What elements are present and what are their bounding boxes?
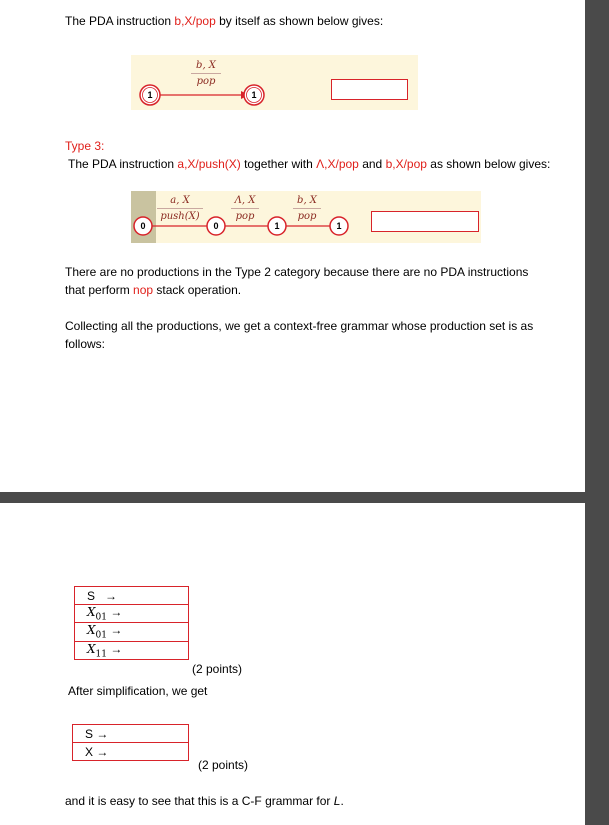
type3-text-1: The PDA instruction xyxy=(68,157,178,171)
state-label: 0 xyxy=(213,221,219,231)
table-row[interactable] xyxy=(73,743,189,761)
edge-divider xyxy=(191,73,221,74)
paragraph-collecting-line1: Collecting all the productions, we get a context-free grammar whose production set is as xyxy=(65,319,534,333)
after-simplification-text: After simplification, we get xyxy=(68,684,208,698)
para-text-end: stack operation. xyxy=(153,283,242,297)
edge-label-push xyxy=(157,195,203,222)
nonterminal-subscript: 01 xyxy=(95,630,107,641)
nonterminal: X xyxy=(87,623,96,638)
type3-description xyxy=(68,157,550,172)
points-label-2: (2 points) xyxy=(198,758,249,772)
nonterminal: X xyxy=(85,744,94,759)
answer-box-1[interactable] xyxy=(331,79,408,100)
nop-keyword: nop xyxy=(133,283,154,297)
productions-table xyxy=(74,586,189,660)
edge-input: Λ, X xyxy=(234,195,256,206)
type3-heading: Type 3: xyxy=(65,139,105,153)
para-text: that perform xyxy=(65,283,134,297)
production-arrow: → xyxy=(96,726,109,741)
conclusion-body: and it is easy to see that this is a C-F grammar for xyxy=(65,794,334,808)
edge-label-b xyxy=(293,195,321,222)
table-row[interactable] xyxy=(75,641,189,659)
edge-input: b, X xyxy=(297,195,317,206)
production-arrow: → xyxy=(96,744,109,759)
pda-diagram-1 xyxy=(131,55,418,110)
language-symbol: L xyxy=(333,794,341,808)
production-arrow: → xyxy=(110,623,123,638)
edge-stack-op: pop xyxy=(196,76,216,87)
simplified-productions-table xyxy=(72,724,189,761)
type3-text-3: and xyxy=(358,157,386,171)
table-row[interactable] xyxy=(75,623,189,641)
table-row[interactable] xyxy=(73,725,189,743)
nonterminal: S xyxy=(85,726,94,741)
nonterminal-subscript: 01 xyxy=(95,612,107,623)
state-to-label: 1 xyxy=(251,90,257,100)
state-label: 1 xyxy=(274,221,280,231)
state-label: 0 xyxy=(140,221,146,231)
edge-label-lambda xyxy=(231,195,259,222)
production-arrow: → xyxy=(105,588,118,603)
edge-input: b, X xyxy=(196,60,216,71)
instruction-a-push: a,X/push(X) xyxy=(177,157,241,171)
paragraph-collecting-line2: follows: xyxy=(65,337,106,351)
pda-intro-line xyxy=(65,14,383,29)
intro-text: The PDA instruction xyxy=(65,14,175,28)
production-arrow: → xyxy=(110,641,123,656)
paragraph-no-productions-line1: There are no productions in the Type 2 category because there are no PDA instructions xyxy=(65,265,529,279)
edge-input: a, X xyxy=(170,195,190,206)
nonterminal: X xyxy=(87,605,96,619)
nonterminal: S xyxy=(87,588,96,603)
state-from-label: 1 xyxy=(147,90,153,100)
state-label: 1 xyxy=(336,221,342,231)
points-label-1: (2 points) xyxy=(192,662,243,676)
production-arrow: → xyxy=(110,605,123,619)
table-row[interactable] xyxy=(75,605,189,623)
answer-box-2[interactable] xyxy=(371,211,479,232)
conclusion-text xyxy=(65,794,344,809)
edge-divider xyxy=(293,208,321,209)
intro-text-end: by itself as shown below gives: xyxy=(215,14,384,28)
nonterminal-subscript: 11 xyxy=(95,649,107,660)
nonterminal: X xyxy=(87,641,96,656)
conclusion-period: . xyxy=(340,794,344,808)
document-page-2 xyxy=(0,503,585,825)
edge-stack-op: pop xyxy=(297,211,317,222)
edge-label-1 xyxy=(191,60,221,87)
pda-diagram-2 xyxy=(131,191,481,243)
type3-text-4: as shown below gives: xyxy=(426,157,551,171)
instruction-b-pop: b,X/pop xyxy=(385,157,427,171)
edge-divider xyxy=(157,208,203,209)
edge-stack-op: push(X) xyxy=(160,211,200,222)
edge-divider xyxy=(231,208,259,209)
instruction-b-x-pop: b,X/pop xyxy=(174,14,216,28)
edge-stack-op: pop xyxy=(235,211,255,222)
type3-text-2: together with xyxy=(240,157,317,171)
instruction-lambda-pop: Λ,X/pop xyxy=(316,157,359,171)
paragraph-no-productions-line2 xyxy=(65,283,241,298)
table-row[interactable] xyxy=(75,587,189,605)
